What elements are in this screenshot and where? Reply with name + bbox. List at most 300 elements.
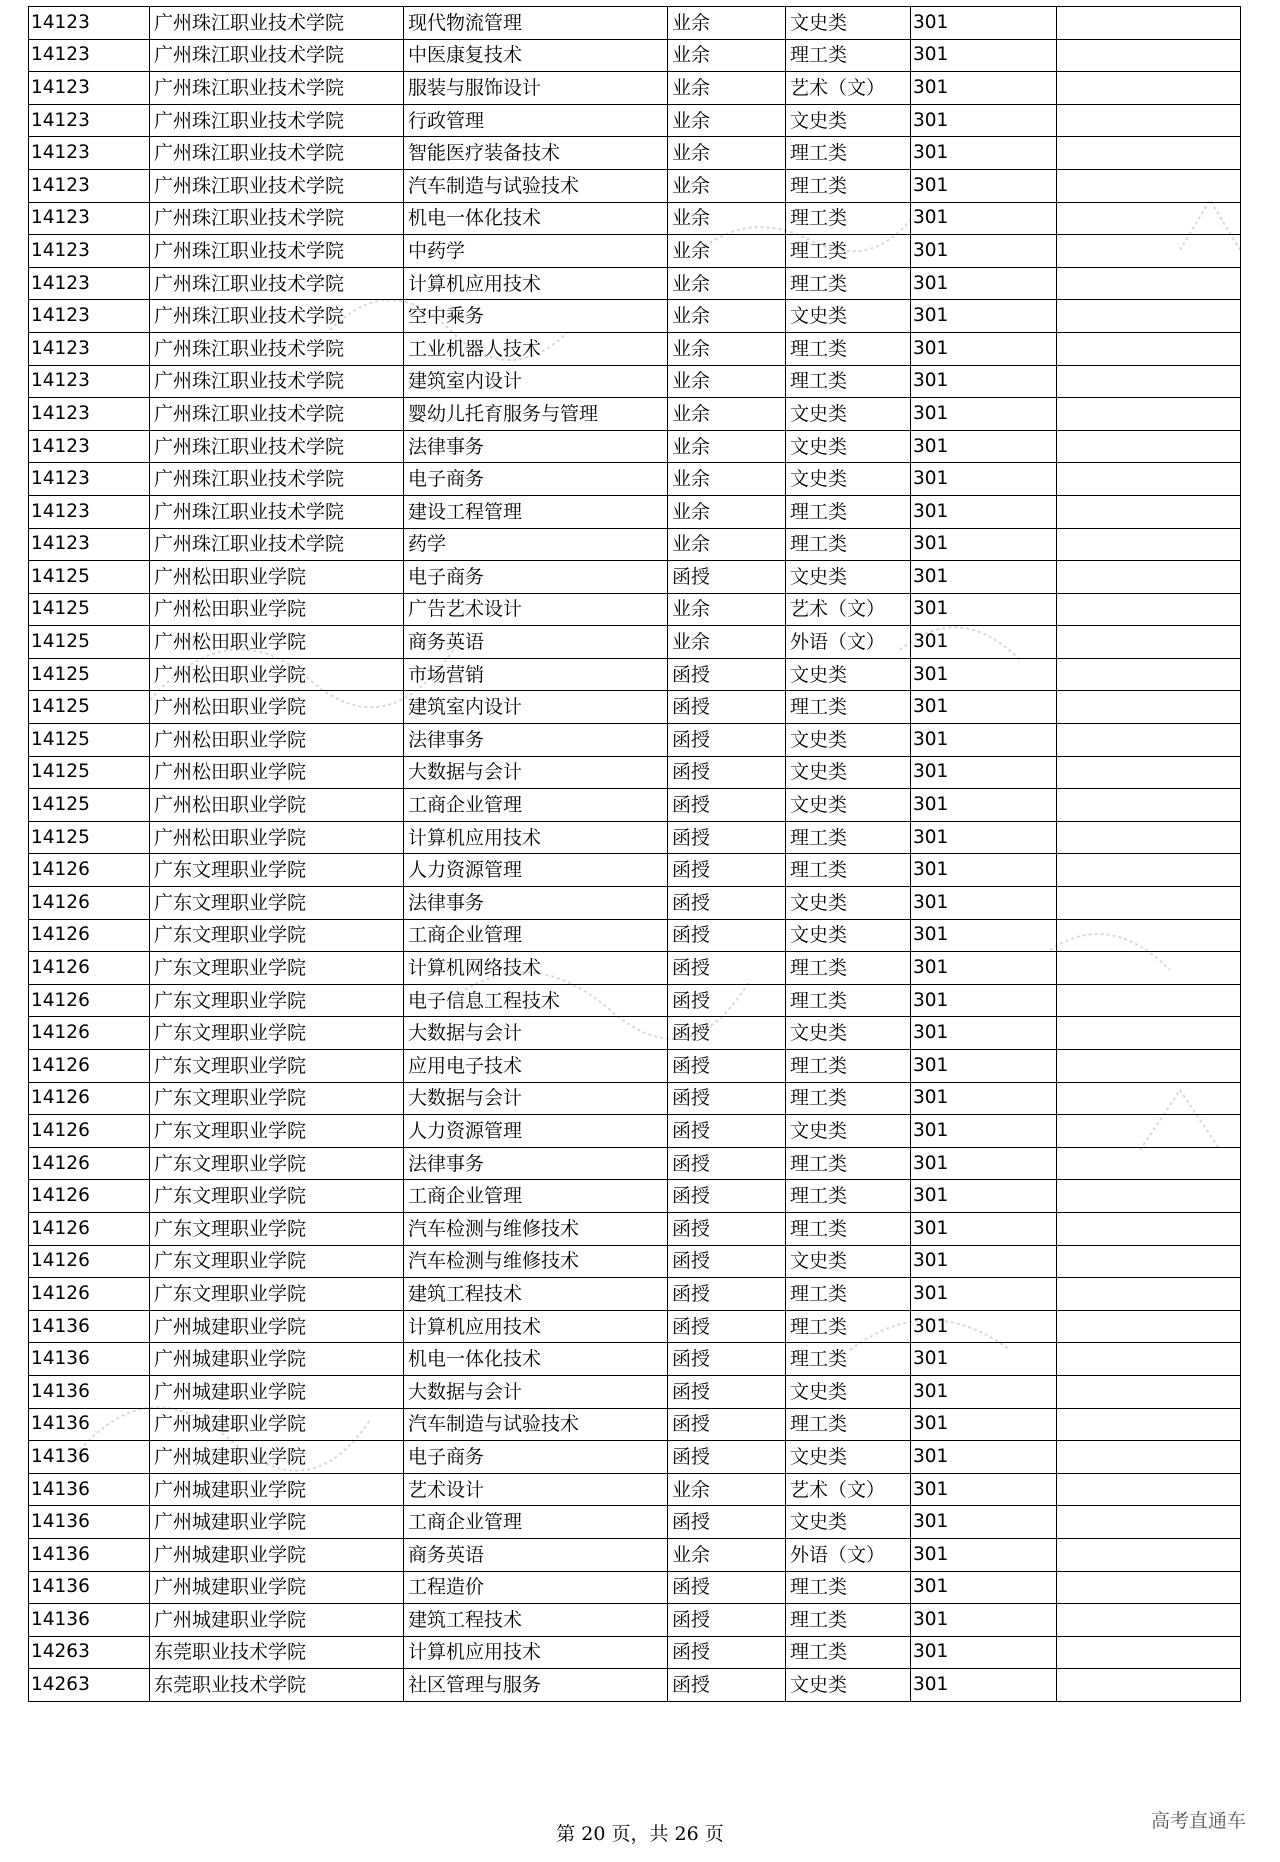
- cell-batch: 301: [911, 1571, 1057, 1604]
- cell-study-form: 函授: [668, 887, 786, 920]
- table-row: [29, 789, 1241, 822]
- cell-school: 广州珠江职业技术学院: [150, 137, 404, 170]
- cell-school: 广东文理职业学院: [150, 1017, 404, 1050]
- cell-category: 理工类: [786, 1604, 911, 1637]
- cell-code: 14125: [29, 821, 150, 854]
- cell-batch: 301: [911, 104, 1057, 137]
- cell-major: 汽车检测与维修技术: [404, 1212, 668, 1245]
- cell-batch: 301: [911, 267, 1057, 300]
- cell-category: 艺术（文）: [786, 1473, 911, 1506]
- cell-category: 文史类: [786, 300, 911, 333]
- cell-school: 广州松田职业学院: [150, 593, 404, 626]
- cell-school: 广州珠江职业技术学院: [150, 202, 404, 235]
- cell-study-form: 函授: [668, 1050, 786, 1083]
- cell-batch: 301: [911, 1050, 1057, 1083]
- table-row: [29, 104, 1241, 137]
- cell-note: [1057, 561, 1241, 594]
- cell-note: [1057, 137, 1241, 170]
- cell-batch: 301: [911, 528, 1057, 561]
- cell-school: 广州珠江职业技术学院: [150, 169, 404, 202]
- cell-note: [1057, 1082, 1241, 1115]
- table-row: [29, 528, 1241, 561]
- cell-school: 广东文理职业学院: [150, 854, 404, 887]
- cell-major: 计算机应用技术: [404, 821, 668, 854]
- cell-study-form: 函授: [668, 1506, 786, 1539]
- cell-code: 14123: [29, 300, 150, 333]
- cell-code: 14125: [29, 691, 150, 724]
- cell-category: 理工类: [786, 984, 911, 1017]
- cell-note: [1057, 72, 1241, 105]
- cell-code: 14123: [29, 39, 150, 72]
- cell-category: 外语（文）: [786, 626, 911, 659]
- table-row: [29, 1473, 1241, 1506]
- cell-batch: 301: [911, 495, 1057, 528]
- table-row: [29, 1636, 1241, 1669]
- cell-code: 14126: [29, 854, 150, 887]
- cell-study-form: 函授: [668, 1375, 786, 1408]
- cell-study-form: 函授: [668, 821, 786, 854]
- cell-code: 14263: [29, 1636, 150, 1669]
- cell-note: [1057, 430, 1241, 463]
- cell-note: [1057, 658, 1241, 691]
- cell-code: 14136: [29, 1310, 150, 1343]
- table-row: [29, 887, 1241, 920]
- cell-study-form: 业余: [668, 593, 786, 626]
- cell-note: [1057, 300, 1241, 333]
- cell-code: 14126: [29, 1147, 150, 1180]
- cell-study-form: 业余: [668, 39, 786, 72]
- cell-category: 外语（文）: [786, 1538, 911, 1571]
- cell-batch: 301: [911, 658, 1057, 691]
- cell-batch: 301: [911, 1538, 1057, 1571]
- cell-major: 应用电子技术: [404, 1050, 668, 1083]
- cell-note: [1057, 39, 1241, 72]
- cell-category: 文史类: [786, 658, 911, 691]
- cell-batch: 301: [911, 821, 1057, 854]
- cell-study-form: 业余: [668, 235, 786, 268]
- table-row: [29, 724, 1241, 757]
- table-row: [29, 1245, 1241, 1278]
- cell-note: [1057, 821, 1241, 854]
- cell-category: 文史类: [786, 463, 911, 496]
- cell-note: [1057, 1147, 1241, 1180]
- cell-code: 14136: [29, 1473, 150, 1506]
- cell-study-form: 函授: [668, 1245, 786, 1278]
- cell-code: 14136: [29, 1375, 150, 1408]
- cell-batch: 301: [911, 169, 1057, 202]
- cell-study-form: 函授: [668, 756, 786, 789]
- cell-code: 14126: [29, 919, 150, 952]
- table-row: [29, 169, 1241, 202]
- cell-major: 人力资源管理: [404, 1115, 668, 1148]
- cell-note: [1057, 1669, 1241, 1702]
- table-row: [29, 1506, 1241, 1539]
- cell-school: 广州城建职业学院: [150, 1375, 404, 1408]
- cell-school: 广州珠江职业技术学院: [150, 332, 404, 365]
- cell-school: 广东文理职业学院: [150, 984, 404, 1017]
- table-row: [29, 463, 1241, 496]
- cell-major: 机电一体化技术: [404, 1343, 668, 1376]
- cell-school: 广州城建职业学院: [150, 1604, 404, 1637]
- cell-code: 14123: [29, 365, 150, 398]
- table-row: [29, 72, 1241, 105]
- cell-study-form: 函授: [668, 789, 786, 822]
- table-row: [29, 1017, 1241, 1050]
- cell-batch: 301: [911, 1147, 1057, 1180]
- cell-note: [1057, 1050, 1241, 1083]
- cell-batch: 301: [911, 561, 1057, 594]
- cell-note: [1057, 1408, 1241, 1441]
- cell-major: 工商企业管理: [404, 1180, 668, 1213]
- cell-category: 理工类: [786, 1278, 911, 1311]
- cell-batch: 301: [911, 235, 1057, 268]
- cell-study-form: 函授: [668, 1147, 786, 1180]
- cell-study-form: 函授: [668, 1669, 786, 1702]
- cell-study-form: 函授: [668, 984, 786, 1017]
- cell-school: 广州松田职业学院: [150, 658, 404, 691]
- cell-school: 广州珠江职业技术学院: [150, 39, 404, 72]
- table-row: [29, 332, 1241, 365]
- cell-study-form: 函授: [668, 1571, 786, 1604]
- cell-code: 14136: [29, 1604, 150, 1637]
- cell-school: 广州珠江职业技术学院: [150, 398, 404, 431]
- cell-category: 理工类: [786, 1343, 911, 1376]
- cell-major: 人力资源管理: [404, 854, 668, 887]
- cell-code: 14126: [29, 1115, 150, 1148]
- cell-batch: 301: [911, 724, 1057, 757]
- cell-category: 文史类: [786, 1245, 911, 1278]
- cell-category: 理工类: [786, 495, 911, 528]
- cell-category: 文史类: [786, 1115, 911, 1148]
- cell-batch: 301: [911, 1375, 1057, 1408]
- cell-code: 14136: [29, 1538, 150, 1571]
- cell-code: 14123: [29, 202, 150, 235]
- cell-note: [1057, 332, 1241, 365]
- cell-code: 14263: [29, 1669, 150, 1702]
- cell-batch: 301: [911, 691, 1057, 724]
- cell-category: 文史类: [786, 789, 911, 822]
- cell-note: [1057, 1017, 1241, 1050]
- table-row: [29, 658, 1241, 691]
- cell-major: 计算机网络技术: [404, 952, 668, 985]
- cell-code: 14126: [29, 1017, 150, 1050]
- cell-school: 广州城建职业学院: [150, 1343, 404, 1376]
- cell-school: 广州珠江职业技术学院: [150, 104, 404, 137]
- cell-note: [1057, 626, 1241, 659]
- cell-school: 广州珠江职业技术学院: [150, 463, 404, 496]
- cell-batch: 301: [911, 1212, 1057, 1245]
- cell-note: [1057, 202, 1241, 235]
- cell-batch: 301: [911, 7, 1057, 40]
- cell-category: 文史类: [786, 1375, 911, 1408]
- cell-study-form: 业余: [668, 1538, 786, 1571]
- cell-study-form: 函授: [668, 561, 786, 594]
- cell-major: 法律事务: [404, 887, 668, 920]
- cell-code: 14125: [29, 724, 150, 757]
- cell-school: 广州松田职业学院: [150, 789, 404, 822]
- cell-code: 14125: [29, 756, 150, 789]
- table-row: [29, 1604, 1241, 1637]
- table-row: [29, 561, 1241, 594]
- cell-major: 商务英语: [404, 626, 668, 659]
- cell-school: 广州珠江职业技术学院: [150, 235, 404, 268]
- cell-category: 文史类: [786, 1506, 911, 1539]
- cell-study-form: 函授: [668, 658, 786, 691]
- cell-code: 14123: [29, 398, 150, 431]
- cell-school: 广东文理职业学院: [150, 1278, 404, 1311]
- cell-note: [1057, 1604, 1241, 1637]
- cell-school: 广州城建职业学院: [150, 1571, 404, 1604]
- cell-batch: 301: [911, 1604, 1057, 1637]
- cell-note: [1057, 1115, 1241, 1148]
- cell-major: 汽车制造与试验技术: [404, 1408, 668, 1441]
- cell-code: 14123: [29, 430, 150, 463]
- cell-category: 理工类: [786, 1571, 911, 1604]
- cell-category: 理工类: [786, 1408, 911, 1441]
- cell-batch: 301: [911, 919, 1057, 952]
- table-row: [29, 854, 1241, 887]
- table-row: [29, 365, 1241, 398]
- cell-note: [1057, 1310, 1241, 1343]
- cell-major: 大数据与会计: [404, 1017, 668, 1050]
- cell-study-form: 函授: [668, 1310, 786, 1343]
- cell-school: 广东文理职业学院: [150, 887, 404, 920]
- cell-major: 机电一体化技术: [404, 202, 668, 235]
- table-row: [29, 1441, 1241, 1474]
- cell-category: 理工类: [786, 365, 911, 398]
- cell-note: [1057, 952, 1241, 985]
- cell-category: 理工类: [786, 1050, 911, 1083]
- cell-major: 计算机应用技术: [404, 1310, 668, 1343]
- cell-category: 理工类: [786, 1212, 911, 1245]
- cell-major: 法律事务: [404, 1147, 668, 1180]
- table-row: [29, 1050, 1241, 1083]
- cell-batch: 301: [911, 1669, 1057, 1702]
- cell-school: 广东文理职业学院: [150, 952, 404, 985]
- cell-category: 理工类: [786, 332, 911, 365]
- cell-study-form: 函授: [668, 854, 786, 887]
- cell-major: 空中乘务: [404, 300, 668, 333]
- cell-category: 理工类: [786, 1180, 911, 1213]
- cell-code: 14126: [29, 952, 150, 985]
- cell-note: [1057, 1571, 1241, 1604]
- cell-note: [1057, 919, 1241, 952]
- cell-study-form: 函授: [668, 1212, 786, 1245]
- table-row: [29, 39, 1241, 72]
- table-row: [29, 1343, 1241, 1376]
- cell-note: [1057, 593, 1241, 626]
- cell-study-form: 业余: [668, 398, 786, 431]
- cell-category: 文史类: [786, 1669, 911, 1702]
- cell-study-form: 函授: [668, 1604, 786, 1637]
- cell-note: [1057, 1636, 1241, 1669]
- cell-note: [1057, 104, 1241, 137]
- cell-major: 电子商务: [404, 1441, 668, 1474]
- cell-study-form: 业余: [668, 365, 786, 398]
- cell-major: 大数据与会计: [404, 1082, 668, 1115]
- cell-code: 14125: [29, 561, 150, 594]
- cell-note: [1057, 398, 1241, 431]
- cell-code: 14126: [29, 1278, 150, 1311]
- cell-note: [1057, 1506, 1241, 1539]
- cell-school: 广东文理职业学院: [150, 1082, 404, 1115]
- cell-school: 广州城建职业学院: [150, 1506, 404, 1539]
- cell-category: 艺术（文）: [786, 72, 911, 105]
- table-row: [29, 1180, 1241, 1213]
- cell-major: 大数据与会计: [404, 1375, 668, 1408]
- cell-study-form: 业余: [668, 7, 786, 40]
- cell-category: 文史类: [786, 756, 911, 789]
- cell-major: 现代物流管理: [404, 7, 668, 40]
- cell-school: 广州珠江职业技术学院: [150, 72, 404, 105]
- cell-study-form: 业余: [668, 137, 786, 170]
- cell-major: 中医康复技术: [404, 39, 668, 72]
- cell-code: 14126: [29, 1212, 150, 1245]
- cell-batch: 301: [911, 789, 1057, 822]
- cell-major: 建筑工程技术: [404, 1604, 668, 1637]
- cell-study-form: 函授: [668, 1343, 786, 1376]
- cell-category: 理工类: [786, 952, 911, 985]
- cell-category: 理工类: [786, 821, 911, 854]
- cell-major: 计算机应用技术: [404, 267, 668, 300]
- cell-note: [1057, 854, 1241, 887]
- cell-batch: 301: [911, 332, 1057, 365]
- cell-school: 广州城建职业学院: [150, 1441, 404, 1474]
- cell-code: 14123: [29, 463, 150, 496]
- cell-major: 工商企业管理: [404, 789, 668, 822]
- cell-code: 14125: [29, 593, 150, 626]
- table-row: [29, 1212, 1241, 1245]
- cell-batch: 301: [911, 1636, 1057, 1669]
- cell-batch: 301: [911, 1310, 1057, 1343]
- cell-category: 理工类: [786, 169, 911, 202]
- cell-category: 理工类: [786, 137, 911, 170]
- cell-note: [1057, 1245, 1241, 1278]
- cell-study-form: 函授: [668, 1408, 786, 1441]
- table-row: [29, 202, 1241, 235]
- cell-study-form: 业余: [668, 267, 786, 300]
- cell-major: 电子商务: [404, 463, 668, 496]
- cell-batch: 301: [911, 137, 1057, 170]
- cell-major: 工商企业管理: [404, 919, 668, 952]
- cell-school: 广东文理职业学院: [150, 919, 404, 952]
- cell-major: 行政管理: [404, 104, 668, 137]
- cell-school: 广东文理职业学院: [150, 1212, 404, 1245]
- cell-note: [1057, 169, 1241, 202]
- cell-batch: 301: [911, 72, 1057, 105]
- cell-study-form: 函授: [668, 952, 786, 985]
- cell-category: 文史类: [786, 561, 911, 594]
- cell-note: [1057, 365, 1241, 398]
- cell-major: 服装与服饰设计: [404, 72, 668, 105]
- table-row: [29, 398, 1241, 431]
- table-row: [29, 1375, 1241, 1408]
- cell-code: 14123: [29, 72, 150, 105]
- cell-school: 广东文理职业学院: [150, 1245, 404, 1278]
- cell-major: 电子信息工程技术: [404, 984, 668, 1017]
- cell-school: 广州松田职业学院: [150, 821, 404, 854]
- table-row: [29, 1082, 1241, 1115]
- cell-category: 理工类: [786, 267, 911, 300]
- cell-note: [1057, 1441, 1241, 1474]
- cell-major: 市场营销: [404, 658, 668, 691]
- cell-study-form: 函授: [668, 1115, 786, 1148]
- cell-study-form: 业余: [668, 332, 786, 365]
- cell-note: [1057, 724, 1241, 757]
- cell-batch: 301: [911, 854, 1057, 887]
- cell-note: [1057, 1278, 1241, 1311]
- table-row: [29, 137, 1241, 170]
- cell-code: 14126: [29, 984, 150, 1017]
- cell-major: 建筑工程技术: [404, 1278, 668, 1311]
- cell-category: 理工类: [786, 1082, 911, 1115]
- cell-major: 建筑室内设计: [404, 365, 668, 398]
- table-row: [29, 821, 1241, 854]
- cell-school: 广州珠江职业技术学院: [150, 7, 404, 40]
- cell-category: 理工类: [786, 691, 911, 724]
- cell-batch: 301: [911, 952, 1057, 985]
- cell-note: [1057, 1375, 1241, 1408]
- cell-school: 广州松田职业学院: [150, 691, 404, 724]
- table-row: [29, 1408, 1241, 1441]
- cell-study-form: 函授: [668, 724, 786, 757]
- cell-note: [1057, 1212, 1241, 1245]
- cell-batch: 301: [911, 300, 1057, 333]
- cell-major: 婴幼儿托育服务与管理: [404, 398, 668, 431]
- table-row: [29, 919, 1241, 952]
- table-row: [29, 1115, 1241, 1148]
- cell-category: 理工类: [786, 202, 911, 235]
- cell-major: 中药学: [404, 235, 668, 268]
- cell-school: 广州城建职业学院: [150, 1538, 404, 1571]
- cell-school: 广州珠江职业技术学院: [150, 495, 404, 528]
- cell-note: [1057, 235, 1241, 268]
- cell-note: [1057, 1473, 1241, 1506]
- cell-major: 汽车制造与试验技术: [404, 169, 668, 202]
- cell-school: 广东文理职业学院: [150, 1147, 404, 1180]
- cell-school: 东莞职业技术学院: [150, 1636, 404, 1669]
- table-row: [29, 984, 1241, 1017]
- cell-note: [1057, 691, 1241, 724]
- table-row: [29, 7, 1241, 40]
- cell-batch: 301: [911, 887, 1057, 920]
- page-number: 第 20 页，共 26 页: [556, 1823, 724, 1845]
- table-row: [29, 691, 1241, 724]
- cell-school: 广州珠江职业技术学院: [150, 430, 404, 463]
- cell-study-form: 业余: [668, 72, 786, 105]
- cell-major: 电子商务: [404, 561, 668, 594]
- cell-batch: 301: [911, 1017, 1057, 1050]
- cell-major: 工业机器人技术: [404, 332, 668, 365]
- cell-batch: 301: [911, 1180, 1057, 1213]
- cell-school: 广州松田职业学院: [150, 756, 404, 789]
- cell-study-form: 函授: [668, 1441, 786, 1474]
- cell-major: 建筑室内设计: [404, 691, 668, 724]
- cell-major: 艺术设计: [404, 1473, 668, 1506]
- cell-note: [1057, 267, 1241, 300]
- cell-category: 理工类: [786, 1147, 911, 1180]
- table-row: [29, 1278, 1241, 1311]
- cell-code: 14123: [29, 528, 150, 561]
- cell-major: 工商企业管理: [404, 1506, 668, 1539]
- table-row: [29, 430, 1241, 463]
- table-row: [29, 235, 1241, 268]
- cell-major: 计算机应用技术: [404, 1636, 668, 1669]
- cell-category: 文史类: [786, 1017, 911, 1050]
- cell-study-form: 函授: [668, 919, 786, 952]
- cell-school: 广州城建职业学院: [150, 1473, 404, 1506]
- cell-major: 广告艺术设计: [404, 593, 668, 626]
